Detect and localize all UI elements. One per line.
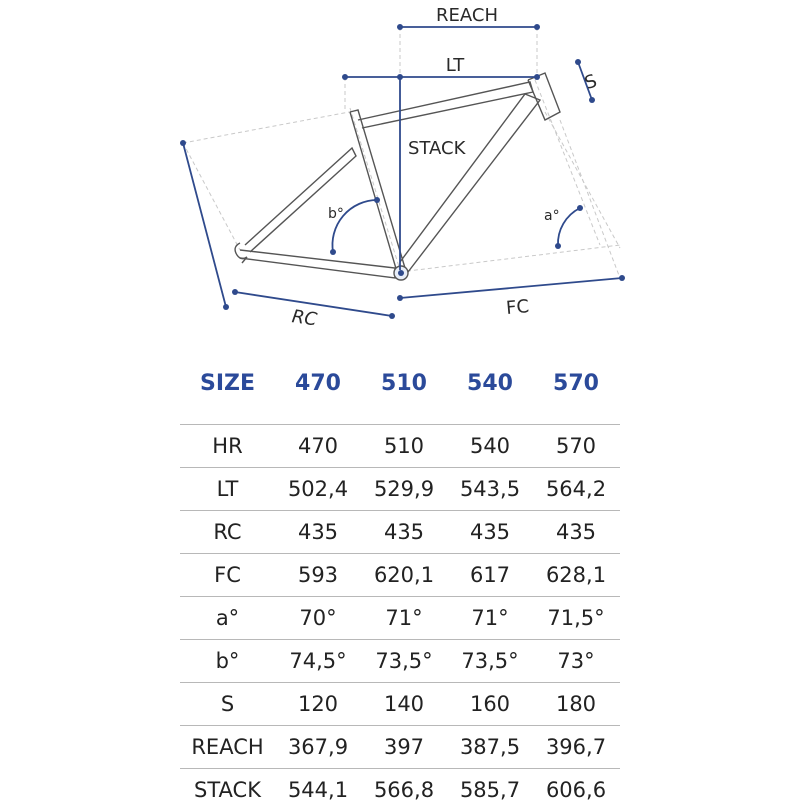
table-cell: 140	[383, 692, 425, 716]
wheelbase-left-line	[183, 143, 226, 307]
reach-dot-left	[397, 24, 403, 30]
table-cell: 585,7	[459, 778, 521, 802]
rc-dot-left	[232, 289, 238, 295]
table-cell: 73°	[557, 649, 595, 673]
table-cell: 543,5	[459, 477, 521, 501]
frame-geometry-diagram	[0, 0, 800, 340]
s-dot-top	[575, 59, 581, 65]
size-header-row	[180, 362, 620, 404]
table-cell: 367,9	[287, 735, 349, 759]
table-cell: 71,5°	[547, 606, 605, 630]
table-row-b-angle	[180, 639, 620, 682]
row-label: LT	[216, 477, 239, 501]
seat-tube	[350, 110, 405, 272]
ground-guide	[400, 245, 620, 272]
b-angle-dot-start	[374, 197, 380, 203]
size-header-cell: 540	[467, 370, 513, 396]
size-header-cell: 470	[295, 370, 341, 396]
wheelbase-top-guide	[183, 110, 360, 143]
table-cell: 617	[469, 563, 511, 587]
a-angle-label: a°	[544, 208, 560, 224]
lt-label: LT	[445, 55, 465, 76]
row-label: STACK	[194, 778, 261, 802]
b-angle-dot-end	[330, 249, 336, 255]
table-row-a-angle	[180, 596, 620, 639]
table-cell: 564,2	[545, 477, 607, 501]
table-cell: 397	[383, 735, 425, 759]
table-cell: 71°	[471, 606, 509, 630]
table-cell: 180	[555, 692, 597, 716]
table-cell: 502,4	[287, 477, 349, 501]
table-row-lt	[180, 467, 620, 510]
table-cell: 396,7	[545, 735, 607, 759]
table-row-hr	[180, 424, 620, 467]
table-row-fc	[180, 553, 620, 596]
table-cell: 570	[555, 434, 597, 458]
bottom-bracket-center	[398, 270, 404, 276]
row-label: FC	[214, 563, 241, 587]
top-tube	[358, 82, 533, 128]
row-label: b°	[215, 649, 240, 673]
table-cell: 435	[297, 520, 339, 544]
s-dot-bottom	[589, 97, 595, 103]
reach-dot-right	[534, 24, 540, 30]
table-cell: 71°	[385, 606, 423, 630]
table-cell: 606,6	[545, 778, 607, 802]
lt-dot-right	[534, 74, 540, 80]
fc-dot-right	[619, 275, 625, 281]
a-angle-dot-start	[577, 205, 583, 211]
table-cell: 74,5°	[289, 649, 347, 673]
wheelbase-left-dot-bottom	[223, 304, 229, 310]
a-angle-arc	[558, 208, 580, 246]
table-cell: 73,5°	[375, 649, 433, 673]
a-angle-dot-end	[555, 243, 561, 249]
rear-dropout	[235, 243, 247, 263]
row-label: a°	[215, 606, 240, 630]
seat-stay	[245, 148, 356, 252]
table-cell: 387,5	[459, 735, 521, 759]
table-row-reach	[180, 725, 620, 768]
table-row-stack	[180, 768, 620, 811]
table-cell: 566,8	[373, 778, 435, 802]
table-cell: 628,1	[545, 563, 607, 587]
seat-axis-guide	[350, 108, 400, 270]
table-row-rc	[180, 510, 620, 553]
table-cell: 593	[297, 563, 339, 587]
geometry-table	[180, 362, 620, 811]
row-label: HR	[212, 434, 243, 458]
b-angle-label: b°	[328, 206, 344, 222]
rear-axle-guide	[183, 143, 240, 250]
table-cell: 435	[383, 520, 425, 544]
fc-label: FC	[505, 296, 530, 320]
lt-dot-left	[342, 74, 348, 80]
row-label: REACH	[191, 735, 264, 759]
table-cell: 620,1	[373, 563, 435, 587]
bike-frame	[235, 73, 560, 280]
fc-dimension-line	[400, 278, 622, 298]
chain-stay	[240, 250, 395, 278]
table-cell: 435	[555, 520, 597, 544]
size-header-cell: 510	[381, 370, 427, 396]
front-axle-guide	[560, 120, 620, 278]
table-cell: 435	[469, 520, 511, 544]
s-label: S	[581, 70, 600, 95]
rc-label: RC	[290, 306, 319, 331]
table-cell: 529,9	[373, 477, 435, 501]
table-cell: 160	[469, 692, 511, 716]
rc-dot-right	[389, 313, 395, 319]
fc-dot-left	[397, 295, 403, 301]
size-header-label: SIZE	[199, 370, 255, 396]
table-cell: 73,5°	[461, 649, 519, 673]
stack-label: STACK	[408, 138, 466, 159]
table-cell: 540	[469, 434, 511, 458]
row-label: RC	[213, 520, 242, 544]
table-row-s	[180, 682, 620, 725]
table-cell: 470	[297, 434, 339, 458]
size-header-cell: 570	[553, 370, 599, 396]
reach-label: REACH	[436, 5, 498, 26]
table-cell: 120	[297, 692, 339, 716]
wheelbase-left-dot-top	[180, 140, 186, 146]
table-cell: 70°	[299, 606, 337, 630]
down-tube	[400, 94, 540, 272]
table-cell: 510	[383, 434, 425, 458]
row-label: S	[220, 692, 235, 716]
table-cell: 544,1	[287, 778, 349, 802]
